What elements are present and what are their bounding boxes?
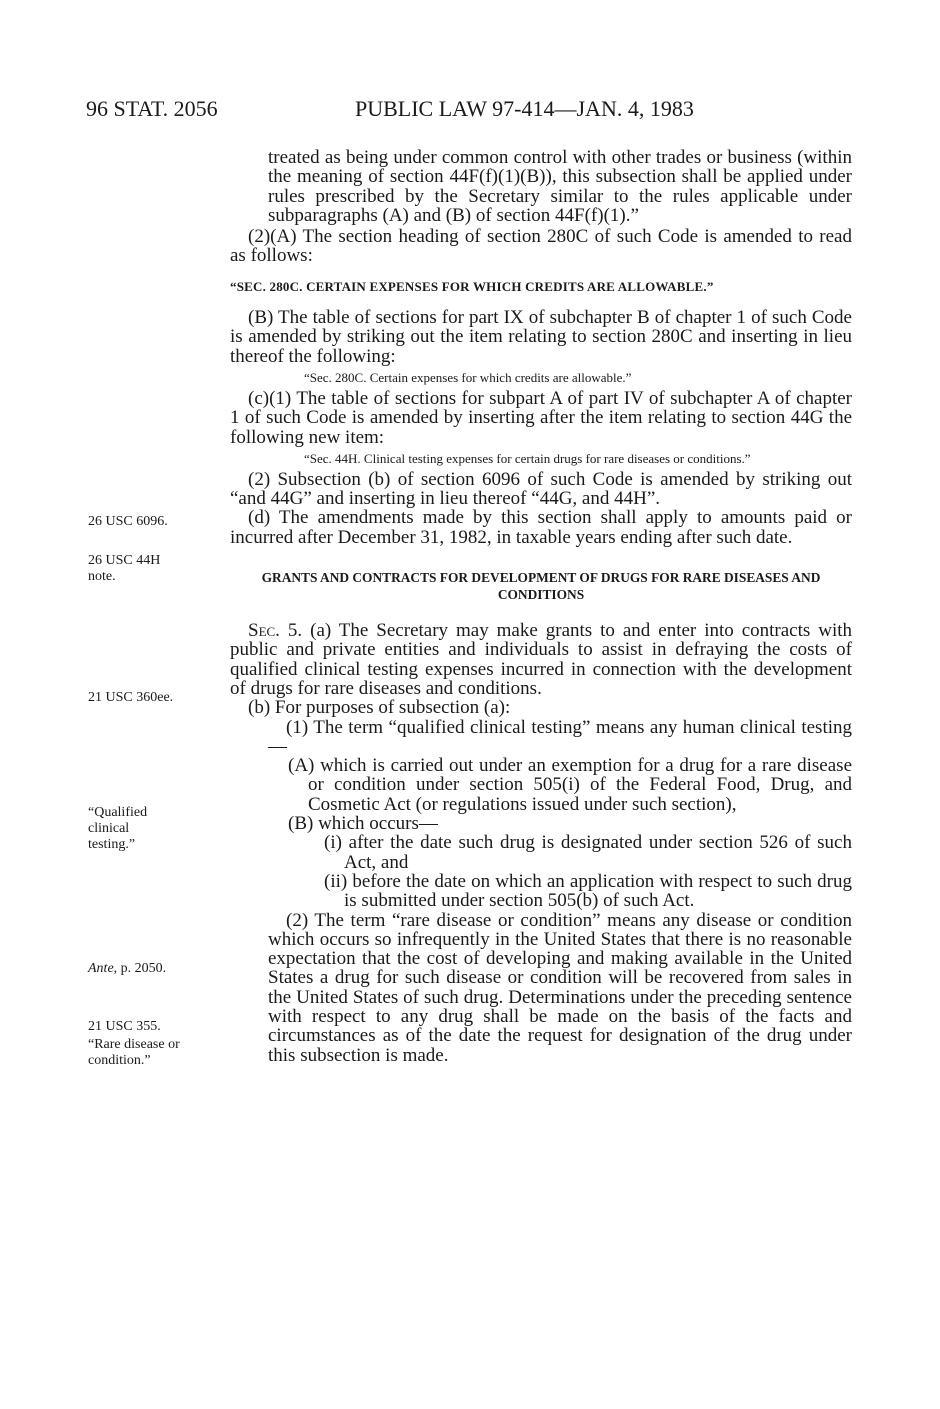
margin-note-21usc360ee: 21 USC 360ee. [88,690,174,705]
paragraph-d: (d) The amendments made by this section shall apply to amounts paid or incurred after December 31, 1982, in taxable years ending after such date. [230,507,852,548]
ante-label: Ante [88,961,114,976]
section-5a [230,621,852,698]
paragraph-continuation: treated as being under common control with other trades or business (within the meaning of section 44F(f)(1)(B)), this subsection shall be applied under rules prescribed by the Secretary similar to the rules applicable under subparagraphs (A) and (B) of section 44F(f)(1).” [268,147,852,226]
paragraph-b1Bi: (i) after the date such drug is designated under section 526 of such Act, and [324,832,852,873]
paragraph-c1: (c)(1) The table of sections for subpart A of part IV of subchapter A of chapter 1 of such Code is amended by inserting after the item relating to section 44G the following new item: [230,387,852,448]
paragraph-b1: (1) The term “qualified clinical testing” means any human clinical testing— [268,716,852,757]
table-entry-280c: “Sec. 280C. Certain expenses for which credits are allowable.” [304,369,632,385]
table-entry-44h: “Sec. 44H. Clinical testing expenses for certain drugs for rare diseases or conditions.” [304,450,751,466]
paragraph-b1B: (B) which occurs— [288,813,438,835]
page-header [86,96,850,128]
margin-note-26usc6096: 26 USC 6096. [88,514,168,529]
margin-note-rare-disease: “Rare disease or condition.” [88,1037,180,1068]
paragraph-b1A: (A) which is carried out under an exemption for a drug for a rare disease or condition under section 505(i) of the Federal Food, Drug, and Cosmetic Act (or regulations issued under such section), [288,755,852,815]
body-text [230,148,852,1065]
paragraph-2: (2) Subsection (b) of section 6096 of such Code is amended by striking out “and 44G” and inserting in lieu thereof “44G, and 44H”. [230,468,852,510]
paragraph-b: (b) For purposes of subsection (a): [248,697,511,719]
paragraph-b2: (2) The term “rare disease or condition” means any disease or condition which occurs so infrequently in the United States that there is no reasonable expectation that the cost of developing and making available in the United States a drug for such disease or condition will be recovered from sales in the United States of such drug. Determinations under the preceding sentence with respect to any drug shall be made on the basis of the facts and circumstances as of the date the request for designation of the drug under this subsection is made. [268,909,852,1066]
section-label: Sec. [248,620,280,642]
margin-note-26usc44h: 26 USC 44H note. [88,553,161,584]
margin-note-21usc355: 21 USC 355. [88,1019,161,1034]
section-280c-heading: “SEC. 280C. CERTAIN EXPENSES FOR WHICH CREDITS ARE ALLOWABLE.” [230,278,714,294]
margin-note-qualified-clinical-testing: “Qualified clinical testing.” [88,805,148,852]
statute-page-number: 96 STAT. 2056 [86,96,218,121]
section-5a-text: 5. (a) The Secretary may make grants to and enter into contracts with public and private entities and individuals to assist in defraying the costs of qualified clinical testing expenses incurred in connection with the development of drugs for rare diseases and conditions. [230,620,853,699]
paragraph-B: (B) The table of sections for part IX of subchapter B of chapter 1 of such Code is amended by striking out the item relating to section 280C and inserting in lieu thereof the following: [230,307,852,367]
margin-note-ante [88,961,218,977]
public-law-title: PUBLIC LAW 97-414—JAN. 4, 1983 [355,96,694,121]
grants-heading: GRANTS AND CONTRACTS FOR DEVELOPMENT OF DRUGS FOR RARE DISEASES AND CONDITIONS [261,570,821,603]
ante-page: , p. 2050. [113,961,167,976]
paragraph-b1Bii: (ii) before the date on which an application with respect to such drug is submitted under section 505(b) of such Act. [324,870,852,912]
paragraph-2A: (2)(A) The section heading of section 280C of such Code is amended to read as follows: [230,226,852,267]
